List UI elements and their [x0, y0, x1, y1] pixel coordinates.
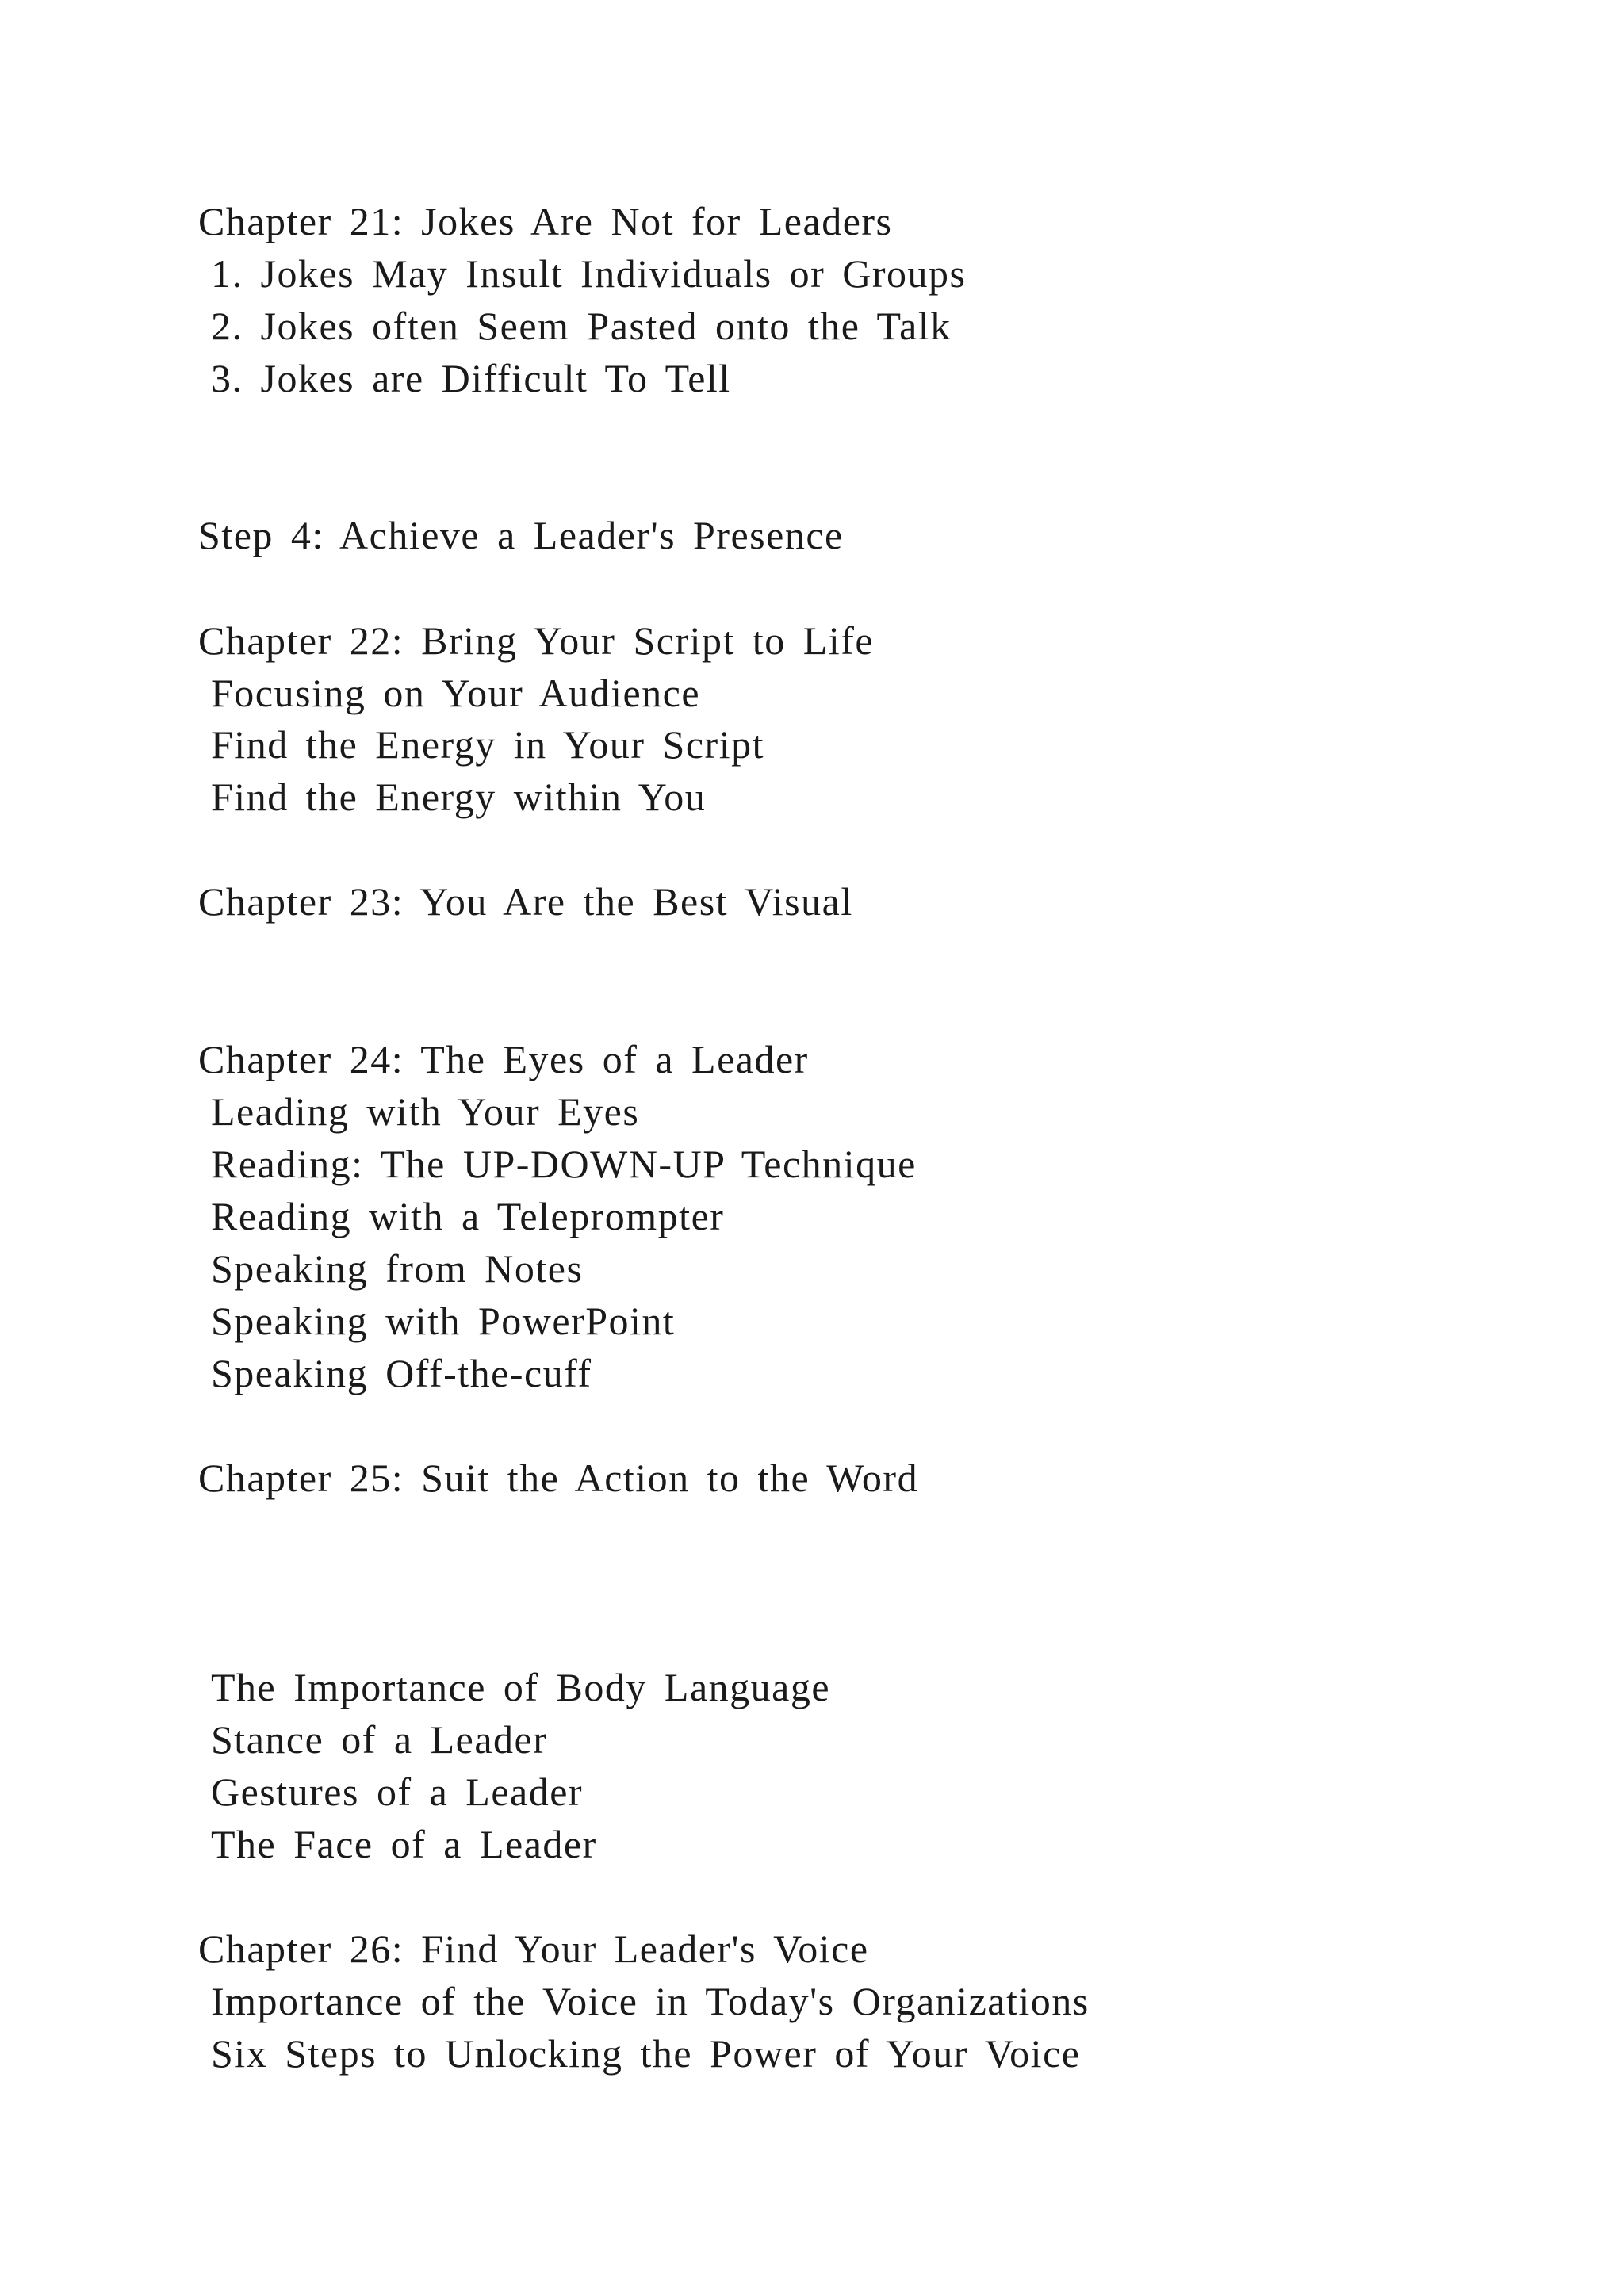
chapter-21-item-3: 3. Jokes are Difficult To Tell [211, 356, 731, 400]
chapter-23-heading: Chapter 23: You Are the Best Visual [198, 879, 853, 924]
chapter-24-item-2: Reading: The UP-DOWN-UP Technique [211, 1142, 917, 1186]
chapter-25-item-3: Gestures of a Leader [211, 1770, 584, 1814]
step-4-heading: Step 4: Achieve a Leader's Presence [198, 513, 844, 557]
chapter-25-item-2: Stance of a Leader [211, 1717, 548, 1762]
chapter-21-item-1: 1. Jokes May Insult Individuals or Groups [211, 251, 967, 296]
chapter-26-item-1: Importance of the Voice in Today's Organizations [211, 1979, 1090, 2023]
chapter-24-item-5: Speaking with PowerPoint [211, 1299, 676, 1343]
chapter-24-item-6: Speaking Off-the-cuff [211, 1351, 592, 1395]
chapter-24-item-3: Reading with a Teleprompter [211, 1194, 725, 1238]
chapter-24-item-1: Leading with Your Eyes [211, 1089, 640, 1134]
chapter-21-heading: Chapter 21: Jokes Are Not for Leaders [198, 199, 893, 243]
chapter-21-item-2: 2. Jokes often Seem Pasted onto the Talk [211, 304, 952, 348]
chapter-24-heading: Chapter 24: The Eyes of a Leader [198, 1037, 809, 1081]
chapter-26-item-2: Six Steps to Unlocking the Power of Your Voice [211, 2031, 1081, 2076]
chapter-25-heading: Chapter 25: Suit the Action to the Word [198, 1456, 919, 1500]
chapter-22-heading: Chapter 22: Bring Your Script to Life [198, 618, 875, 663]
chapter-25-item-4: The Face of a Leader [211, 1822, 597, 1866]
chapter-22-item-2: Find the Energy in Your Script [211, 722, 764, 767]
chapter-22-item-1: Focusing on Your Audience [211, 671, 701, 715]
chapter-25-item-1: The Importance of Body Language [211, 1665, 831, 1709]
chapter-26-heading: Chapter 26: Find Your Leader's Voice [198, 1927, 869, 1971]
chapter-24-item-4: Speaking from Notes [211, 1246, 584, 1291]
chapter-22-item-3: Find the Energy within You [211, 775, 707, 819]
